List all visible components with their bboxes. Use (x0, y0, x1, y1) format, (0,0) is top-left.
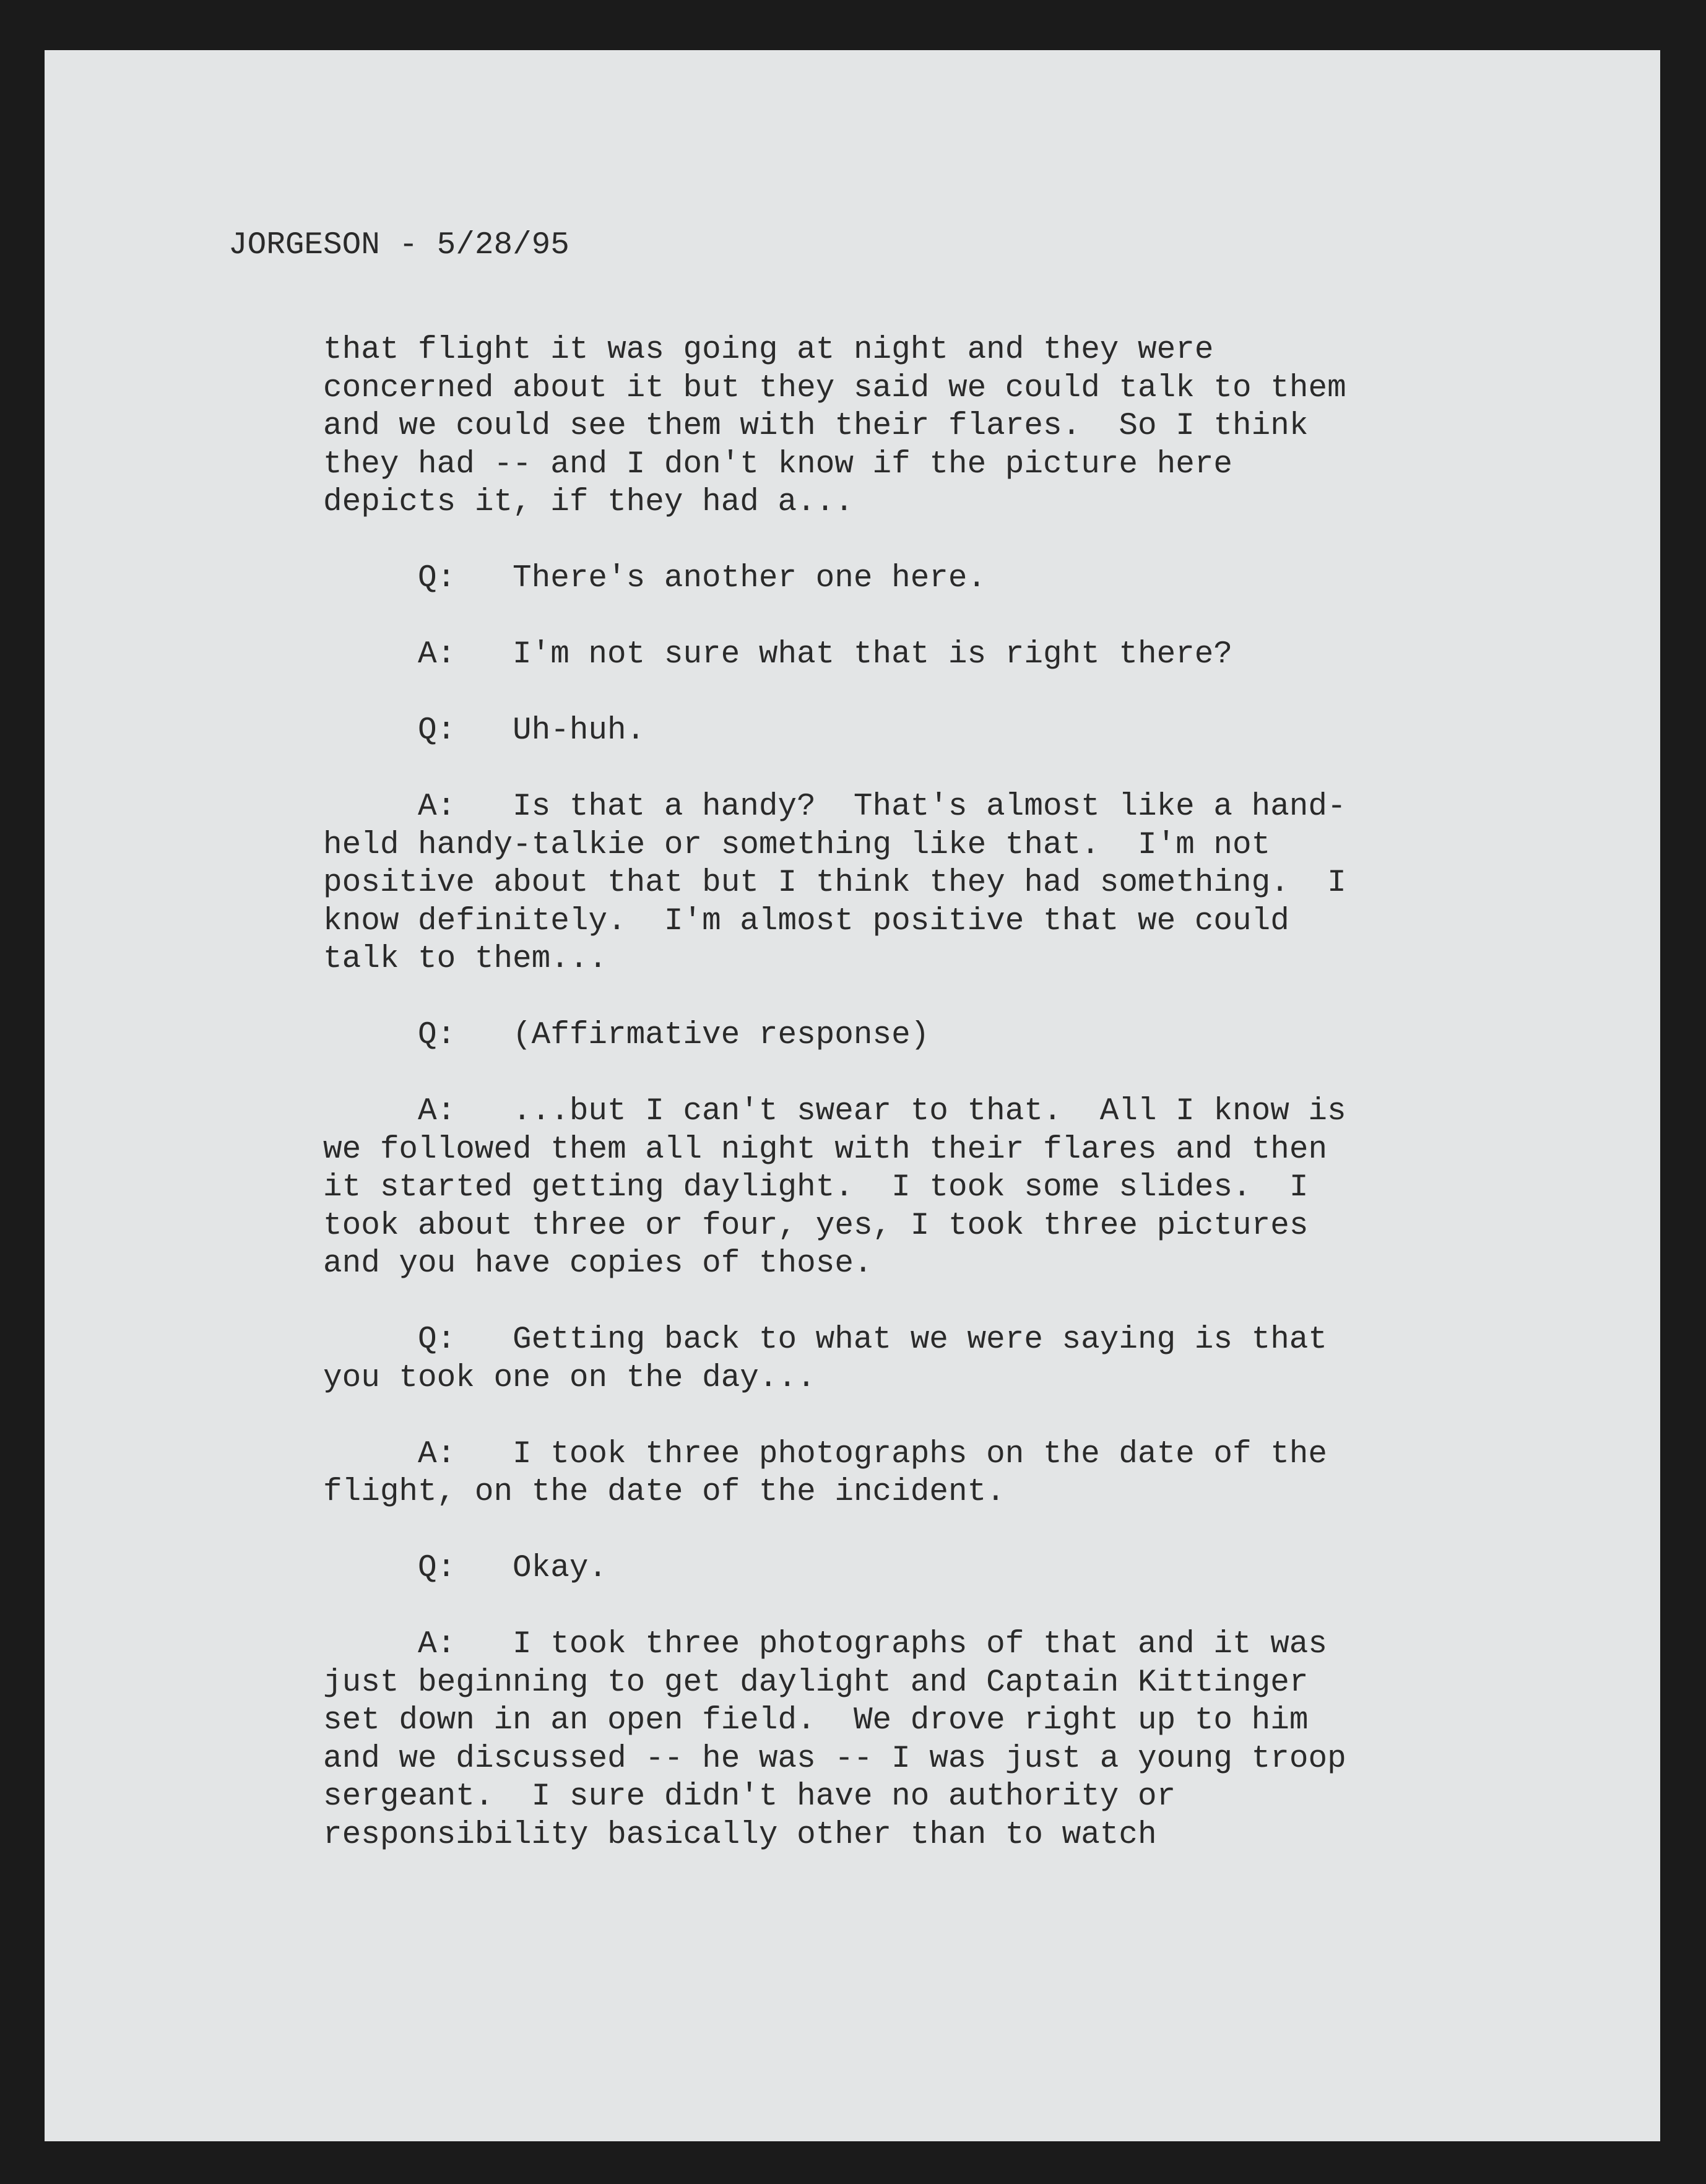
dialogue-paragraph (323, 712, 1561, 750)
page-header: JORGESON - 5/28/95 (228, 228, 569, 263)
line-text: I took three photographs on the date of the (513, 1436, 1328, 1472)
document-page (45, 50, 1660, 2141)
text-line (323, 1816, 1561, 1855)
dialogue-paragraph (323, 636, 1561, 674)
line-text: sergeant. I sure didn't have no authority or (323, 1779, 1176, 1814)
speaker-label: A: (418, 637, 456, 672)
line-text: talk to them... (323, 942, 608, 977)
text-line (323, 864, 1561, 903)
speaker-label: A: (418, 1627, 456, 1662)
text-line (323, 1016, 1561, 1055)
line-text: and we discussed -- he was -- I was just a young troop (323, 1741, 1346, 1777)
text-line (323, 1473, 1561, 1512)
text-line (323, 1131, 1561, 1169)
line-text: know definitely. I'm almost positive that we could (323, 903, 1289, 939)
text-line (323, 1664, 1561, 1702)
dialogue-paragraph (323, 560, 1561, 598)
text-line (323, 331, 1561, 370)
line-text: I'm not sure what that is right there? (513, 637, 1232, 672)
text-line (323, 1778, 1561, 1816)
speaker-label: Q: (418, 713, 456, 748)
line-text: flight, on the date of the incident. (323, 1475, 1005, 1510)
text-line (323, 788, 1561, 826)
text-line (323, 483, 1561, 522)
line-text: ...but I can't swear to that. All I know is (513, 1094, 1346, 1129)
line-text: Getting back to what we were saying is that (513, 1322, 1328, 1358)
text-line (323, 1702, 1561, 1740)
text-line (323, 446, 1561, 484)
dialogue-paragraph (323, 1549, 1561, 1588)
line-text: that flight it was going at night and they were (323, 332, 1214, 368)
line-text: and we could see them with their flares. So I think (323, 409, 1309, 444)
text-line (323, 1436, 1561, 1474)
line-text: they had -- and I don't know if the picture here (323, 446, 1233, 482)
text-line (323, 940, 1561, 979)
text-line (323, 1359, 1561, 1398)
text-line (323, 1245, 1561, 1283)
speaker-label: A: (418, 1436, 456, 1472)
text-line (323, 1093, 1561, 1131)
line-text: responsibility basically other than to watch (323, 1817, 1157, 1853)
speaker-label: Q: (418, 561, 456, 596)
text-line (323, 712, 1561, 750)
line-text: positive about that but I think they had something. I (323, 865, 1346, 901)
dialogue-paragraph (323, 1321, 1561, 1397)
text-line (323, 826, 1561, 865)
speaker-label: A: (418, 1094, 456, 1129)
continuation-paragraph (323, 331, 1561, 522)
line-text: it started getting daylight. I took some slides. I (323, 1170, 1309, 1205)
line-text: depicts it, if they had a... (323, 485, 854, 520)
line-text: There's another one here. (513, 561, 987, 596)
text-line (323, 1207, 1561, 1246)
text-line (323, 1740, 1561, 1779)
line-text: Is that a handy? That's almost like a hand- (513, 789, 1346, 825)
dialogue-paragraph (323, 1626, 1561, 1854)
text-line (323, 560, 1561, 598)
transcript-body (323, 331, 1561, 1892)
line-text: took about three or four, yes, I took three pictures (323, 1208, 1309, 1244)
dialogue-paragraph (323, 1016, 1561, 1055)
text-line (323, 370, 1561, 408)
speaker-label: A: (418, 789, 456, 825)
line-text: Uh-huh. (513, 713, 646, 748)
line-text: concerned about it but they said we could talk to them (323, 370, 1346, 406)
text-line (323, 1321, 1561, 1359)
line-text: Okay. (513, 1551, 608, 1586)
text-line (323, 1626, 1561, 1664)
line-text: (Affirmative response) (513, 1018, 930, 1053)
speaker-label: Q: (418, 1018, 456, 1053)
text-line (323, 1169, 1561, 1207)
line-text: I took three photographs of that and it was (513, 1627, 1328, 1662)
line-text: we followed them all night with their flares and then (323, 1132, 1328, 1168)
line-text: you took one on the day... (323, 1360, 816, 1396)
speaker-label: Q: (418, 1322, 456, 1358)
text-line (323, 1549, 1561, 1588)
line-text: and you have copies of those. (323, 1246, 873, 1281)
speaker-label: Q: (418, 1551, 456, 1586)
line-text: held handy-talkie or something like that. I'm not (323, 827, 1271, 863)
text-line (323, 407, 1561, 446)
line-text: just beginning to get daylight and Captain Kittinger (323, 1665, 1309, 1701)
text-line (323, 903, 1561, 941)
text-line (323, 636, 1561, 674)
dialogue-paragraph (323, 788, 1561, 979)
dialogue-paragraph (323, 1436, 1561, 1512)
line-text: set down in an open field. We drove right up to him (323, 1703, 1309, 1738)
dialogue-paragraph (323, 1093, 1561, 1283)
